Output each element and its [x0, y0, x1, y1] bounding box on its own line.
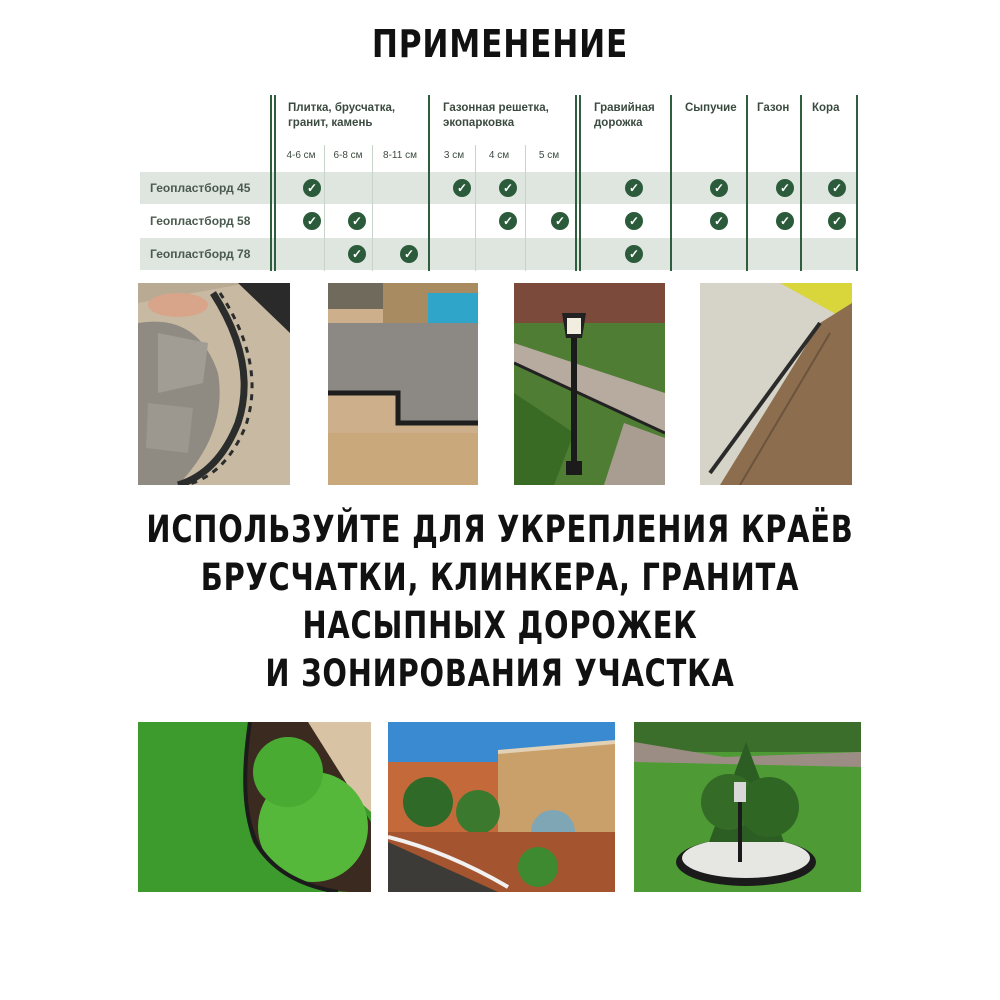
check-icon: ✓	[400, 245, 418, 263]
sub-divider	[324, 145, 325, 271]
check-icon: ✓	[499, 179, 517, 197]
subheader: 6-8 см	[333, 150, 363, 161]
photo-tile-edging	[138, 283, 290, 485]
photo-gravel-path	[514, 283, 665, 485]
subheader: 5 см	[538, 150, 560, 161]
check-icon: ✓	[348, 212, 366, 230]
photo-bulk-bark	[700, 283, 852, 485]
column-divider	[575, 95, 577, 271]
photo-paving-edge	[328, 283, 478, 485]
check-icon: ✓	[828, 179, 846, 197]
check-icon: ✓	[828, 212, 846, 230]
slogan-line-3: НАСЫПНЫХ ДОРОЖЕК	[302, 604, 698, 647]
column-divider	[856, 95, 858, 271]
check-icon: ✓	[776, 179, 794, 197]
check-icon: ✓	[625, 245, 643, 263]
check-icon: ✓	[710, 212, 728, 230]
check-icon: ✓	[776, 212, 794, 230]
photo-garden-bed	[388, 722, 615, 892]
column-divider	[579, 95, 581, 271]
application-table	[140, 95, 860, 273]
column-divider	[800, 95, 802, 271]
check-icon: ✓	[348, 245, 366, 263]
header-lawn: Газон	[757, 102, 790, 114]
slogan-line-2: БРУСЧАТКИ, КЛИНКЕРА, ГРАНИТА	[200, 556, 800, 599]
subheader: 3 см	[443, 150, 465, 161]
subheader: 4 см	[488, 150, 510, 161]
sub-divider	[372, 145, 373, 271]
check-icon: ✓	[303, 212, 321, 230]
slogan-line-1: ИСПОЛЬЗУЙТЕ ДЛЯ УКРЕПЛЕНИЯ КРАЁВ	[146, 508, 854, 551]
check-icon: ✓	[551, 212, 569, 230]
header-lawn-grid: Газонная решетка, экопарковка	[443, 102, 549, 129]
subheader: 8-11 см	[383, 150, 417, 161]
row-label: Геопластборд 78	[150, 247, 251, 261]
row-label: Геопластборд 45	[150, 181, 251, 195]
check-icon: ✓	[499, 212, 517, 230]
page-title: ПРИМЕНЕНИЕ	[371, 22, 629, 66]
header-gravel: Гравийная дорожка	[594, 102, 655, 129]
sub-divider	[525, 145, 526, 271]
header-tiles: Плитка, брусчатка, гранит, камень	[288, 102, 396, 129]
sub-divider	[475, 145, 476, 271]
column-divider	[274, 95, 276, 271]
check-icon: ✓	[625, 179, 643, 197]
photo-lawn-shrub	[138, 722, 371, 892]
subheader: 4-6 см	[286, 150, 316, 161]
header-bark: Кора	[812, 102, 840, 114]
header-bulk: Сыпучие	[685, 102, 737, 114]
column-divider	[428, 95, 430, 271]
slogan-line-4: И ЗОНИРОВАНИЯ УЧАСТКА	[265, 652, 735, 695]
photo-pine-circle	[634, 722, 861, 892]
column-divider	[270, 95, 272, 271]
check-icon: ✓	[710, 179, 728, 197]
column-divider	[746, 95, 748, 271]
column-divider	[670, 95, 672, 271]
check-icon: ✓	[303, 179, 321, 197]
row-label: Геопластборд 58	[150, 214, 251, 228]
check-icon: ✓	[453, 179, 471, 197]
check-icon: ✓	[625, 212, 643, 230]
